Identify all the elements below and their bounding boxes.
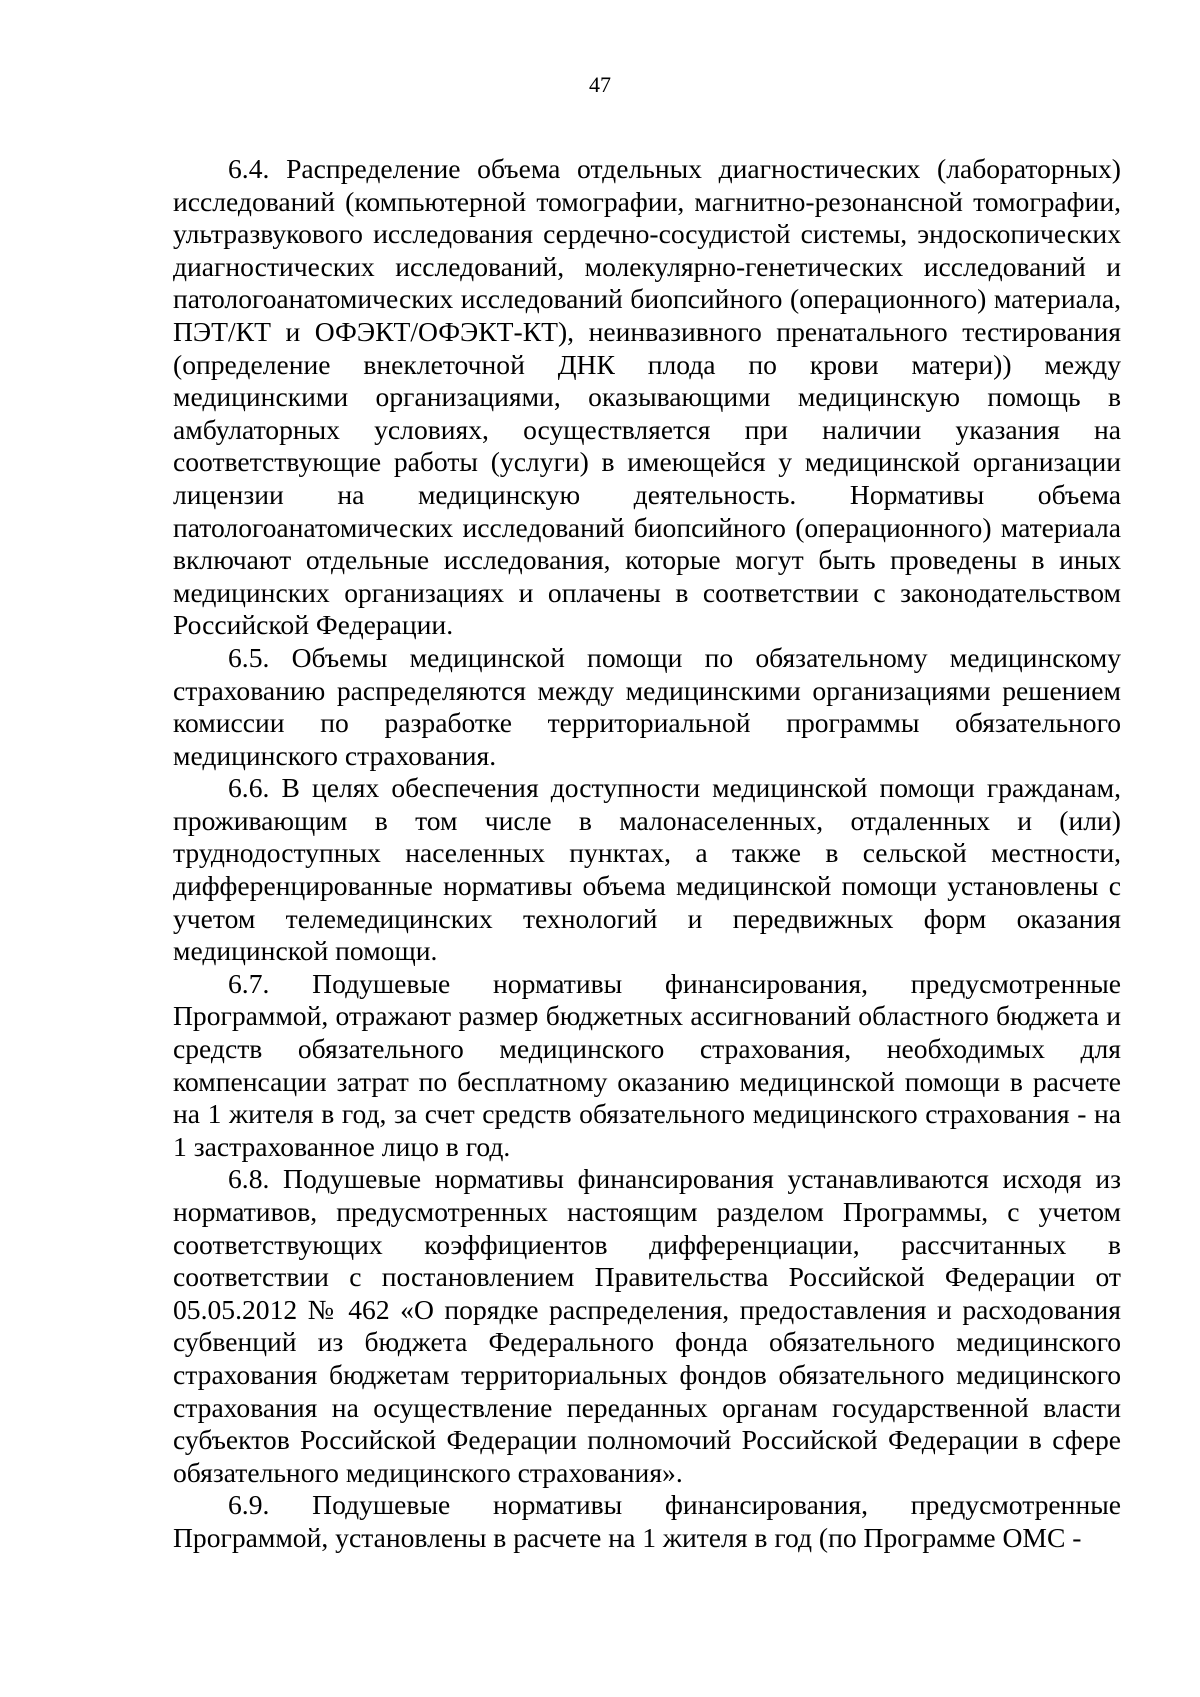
document-body bbox=[173, 153, 1121, 1555]
paragraph-6-6: 6.6. В целях обеспечения доступности медицинской помощи гражданам, проживающим в том числе в малонаселенных, отдаленных и (или) труднодоступных населенных пунктах, а также в сельской местности, дифференцированные нормативы объема медицинской помощи установлены с учетом телемедицинских технологий и передвижных форм оказания медицинской помощи. bbox=[173, 772, 1121, 967]
page-number: 47 bbox=[589, 72, 611, 97]
paragraph-6-9: 6.9. Подушевые нормативы финансирования, предусмотренные Программой, установлены в расчете на 1 жителя в год (по Программе ОМС - bbox=[173, 1489, 1121, 1553]
paragraph-6-7: 6.7. Подушевые нормативы финансирования, предусмотренные Программой, отражают размер бюджетных ассигнований областного бюджета и средств обязательного медицинского страхования, необходимых для компенсации затрат по бесплатному оказанию медицинской помощи в расчете на 1 жителя в год, за счет средств обязательного медицинского страхования - на 1 застрахованное лицо в год. bbox=[173, 967, 1121, 1162]
paragraph-6-4: 6.4. Распределение объема отдельных диагностических (лабораторных) исследований (компьютерной томографии, магнитно-резонансной томографии, ультразвукового исследования сердечно-сосудистой системы, эндоскопических диагностических исследований, молекулярно-генетических исследований и патологоанатомических исследований биопсийного (операционного) материала, ПЭТ/КТ и ОФЭКТ/ОФЭКТ-КТ), неинвазивного пренатального тестирования (определение внеклеточной ДНК плода по крови матери)) между медицинскими организациями, оказывающими медицинскую помощь в амбулаторных условиях, осуществляется при наличии указания на соответствующие работы (услуги) в имеющейся у медицинской организации лицензии на медицинскую деятельность. Нормативы объема патологоанатомических исследований биопсийного (операционного) материала включают отдельные исследования, которые могут быть проведены в иных медицинских организациях и оплачены в соответствии с законодательством Российской Федерации. bbox=[173, 153, 1121, 641]
paragraph-6-8: 6.8. Подушевые нормативы финансирования устанавливаются исходя из нормативов, предусмотренных настоящим разделом Программы, с учетом соответствующих коэффициентов дифференциации, рассчитанных в соответствии с постановлением Правительства Российской Федерации от 05.05.2012 № 462 «О порядке распределения, предоставления и расходования субвенций из бюджета Федерального фонда обязательного медицинского страхования бюджетам территориальных фондов обязательного медицинского страхования на осуществление переданных органам государственной власти субъектов Российской Федерации полномочий Российской Федерации в сфере обязательного медицинского страхования». bbox=[173, 1163, 1121, 1488]
paragraph-6-5: 6.5. Объемы медицинской помощи по обязательному медицинскому страхованию распределяются между медицинскими организациями решением комиссии по разработке территориальной программы обязательного медицинского страхования. bbox=[173, 641, 1121, 771]
